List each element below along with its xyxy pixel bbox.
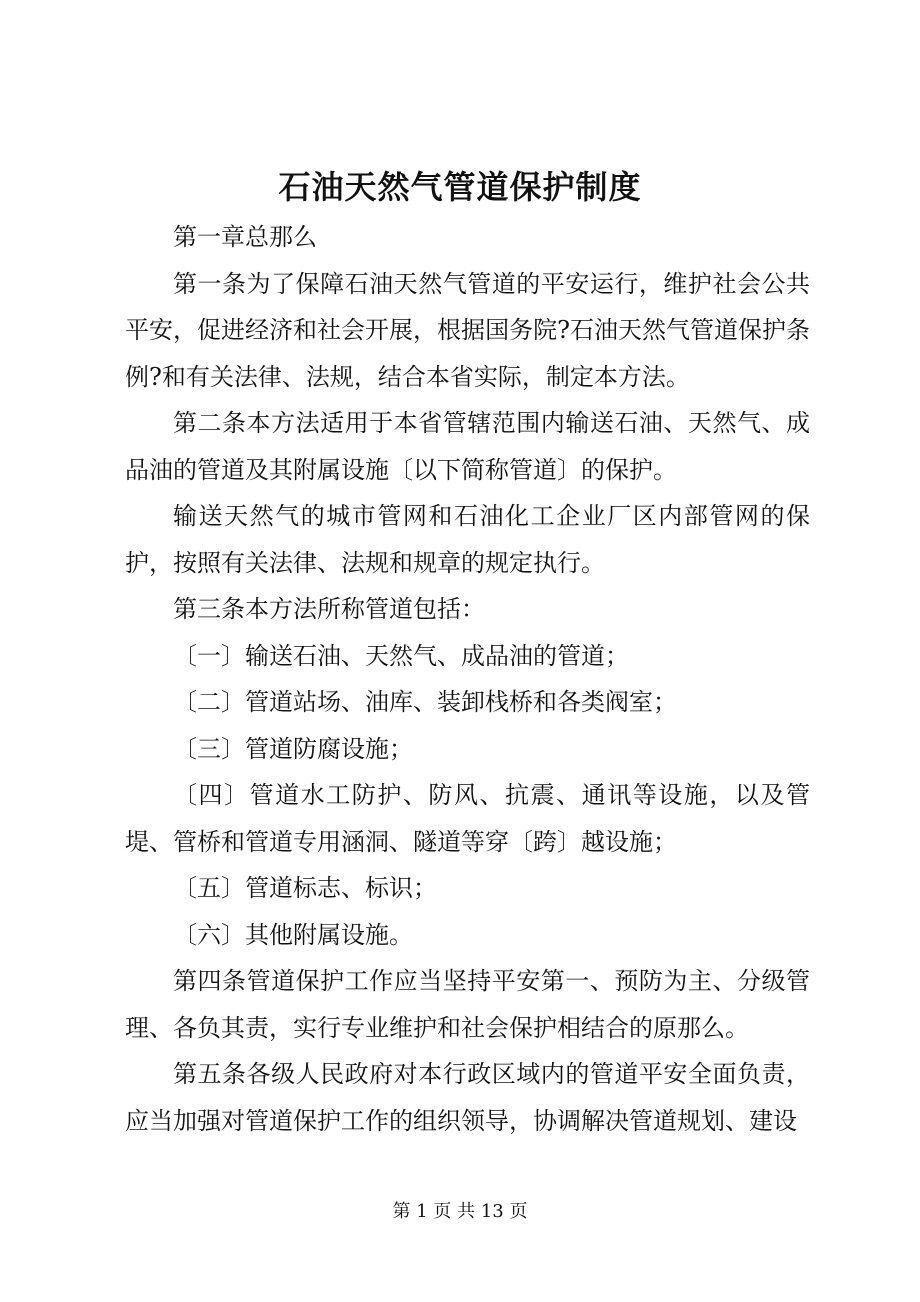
paragraph-article-3: 第三条本方法所称管道包括：	[173, 595, 485, 623]
list-item-4: 〔四〕管道水工防护、防风、抗震、通讯等设施，以及管堤、管桥和管道专用涵洞、隧道等穿〔跨〕越设施；	[125, 781, 810, 856]
document-title: 石油天然气管道保护制度	[278, 168, 642, 206]
paragraph-article-1: 第一条为了保障石油天然气管道的平安运行，维护社会公共平安，促进经济和社会开展，根据国务院?石油天然气管道保护条例?和有关法律、法规，结合本省实际，制定本方法。	[125, 269, 810, 391]
paragraph-chapter-heading: 第一章总那么	[173, 223, 317, 251]
paragraph-article-2: 第二条本方法适用于本省管辖范围内输送石油、天然气、成品油的管道及其附属设施〔以下简称管道〕的保护。	[125, 409, 810, 484]
document-body	[125, 214, 810, 1144]
list-item-6: 〔六〕其他附属设施。	[173, 920, 413, 949]
page-footer: 第 1 页 共 13 页	[392, 1201, 528, 1222]
list-item-5: 〔五〕管道标志、标识；	[173, 874, 437, 902]
list-item-2: 〔二〕管道站场、油库、装卸栈桥和各类阀室；	[173, 688, 677, 716]
paragraph-article-2-continued: 输送天然气的城市管网和石油化工企业厂区内部管网的保护，按照有关法律、法规和规章的规定执行。	[125, 502, 810, 577]
paragraph-article-4: 第四条管道保护工作应当坚持平安第一、预防为主、分级管理、各负其责，实行专业维护和社会保护相结合的原那么。	[125, 967, 810, 1042]
list-item-3: 〔三〕管道防腐设施；	[173, 734, 413, 763]
list-item-1: 〔一〕输送石油、天然气、成品油的管道；	[173, 641, 629, 670]
paragraph-article-5: 第五条各级人民政府对本行政区域内的管道平安全面负责，应当加强对管道保护工作的组织领导，协调解决管道规划、建设	[125, 1060, 810, 1135]
